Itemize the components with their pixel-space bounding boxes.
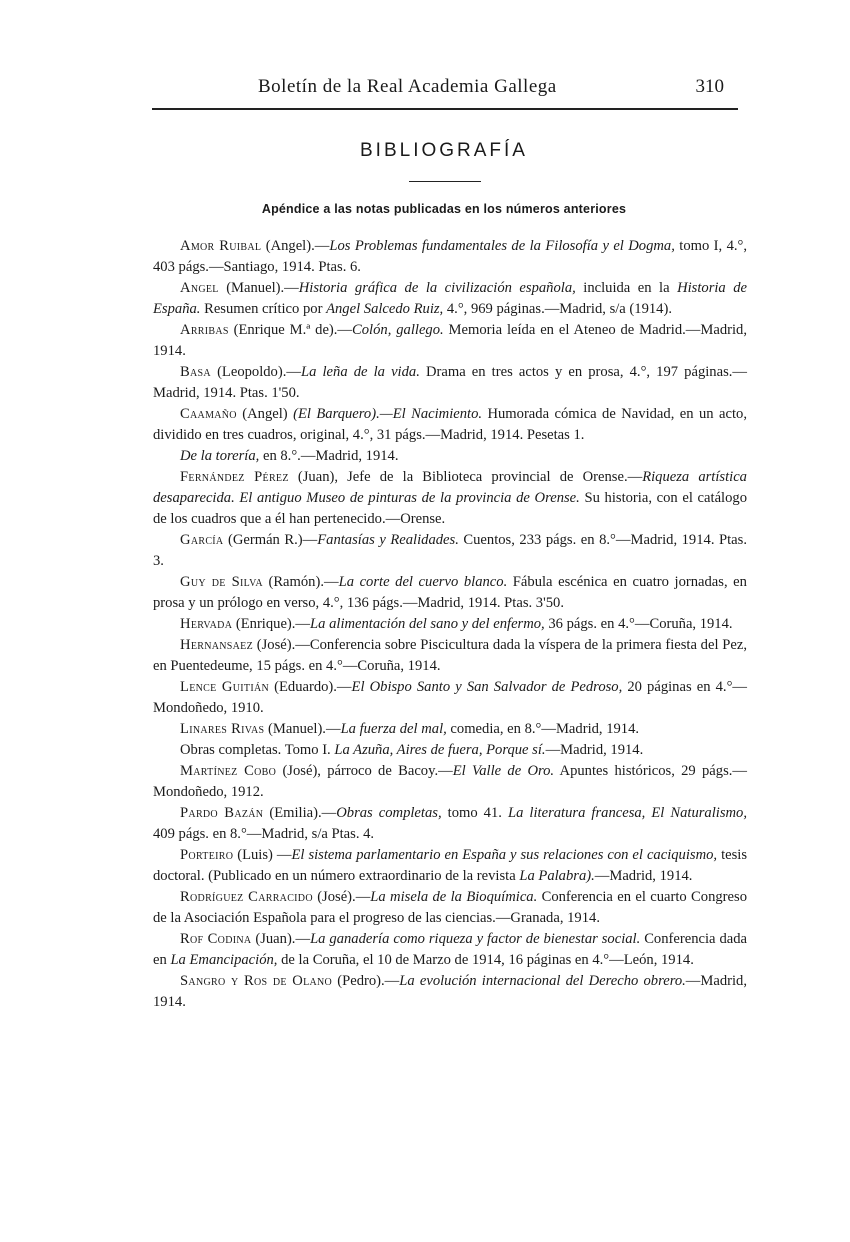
entry-text: (José).—Conferencia sobre Piscicultura dada la víspera de la primera fiesta del Pez, en Puentedeume, 15 págs. en 4.°—Coruña, 1914. bbox=[153, 637, 747, 674]
bibliography-entry bbox=[153, 635, 747, 677]
entry-title: La Azuña, Aires de fuera, Porque sí. bbox=[334, 742, 546, 758]
entry-title: Fantasías y Realidades. bbox=[317, 532, 459, 548]
entry-details: 20 páginas en 4.°—Mondoñedo, 1910. bbox=[153, 679, 748, 716]
entry-author: Rodríguez Carracido bbox=[180, 889, 313, 905]
entry-title: El Valle de Oro. bbox=[452, 763, 555, 779]
bibliography-entry bbox=[153, 845, 747, 887]
entry-title: Colón, gallego. bbox=[352, 322, 444, 338]
bibliography-entry bbox=[153, 740, 747, 761]
entry-title: (El Barquero).—El Nacimiento. bbox=[293, 406, 483, 422]
entry-title: Historia de España. bbox=[153, 280, 747, 317]
entry-author: Martínez Cobo bbox=[180, 763, 277, 779]
entry-title: La misela de la Bioquímica. bbox=[370, 889, 538, 905]
bibliography-entry bbox=[153, 404, 747, 446]
entry-title: La leña de la vida. bbox=[300, 364, 420, 380]
entry-author: Hervada bbox=[180, 616, 233, 632]
entry-title: La corte del cuervo blanco. bbox=[338, 574, 508, 590]
entry-details: Apuntes históricos, 29 págs.—Mondoñedo, 1912. bbox=[153, 763, 747, 800]
bibliography-entry bbox=[153, 614, 747, 635]
entry-title: La fuerza del mal, bbox=[340, 721, 447, 737]
entry-title: La ganadería como riqueza y factor de bienestar social. bbox=[310, 931, 641, 947]
entry-details: Resumen crítico por bbox=[200, 301, 327, 317]
bibliography-entry bbox=[153, 236, 747, 278]
entry-details: Humorada cómica de Navidad, en un acto, dividido en tres cuadros, original, 4.°, 31 págs.—Madrid, 1914. Pesetas 1. bbox=[153, 406, 747, 443]
entry-details: Drama en tres actos y en prosa, 4.°, 197 páginas.—Madrid, 1914. Ptas. 1'50. bbox=[153, 364, 747, 401]
entry-title: De la torería, bbox=[180, 448, 260, 464]
bibliography-entry bbox=[153, 530, 747, 572]
bibliography-entry bbox=[153, 887, 747, 929]
entry-title: El sistema parlamentario en España y sus relaciones con el caciquismo, bbox=[291, 847, 718, 863]
entry-text: (Manuel).— bbox=[218, 280, 299, 296]
entry-text: (José).— bbox=[312, 889, 371, 905]
entry-details: Su historia, con el catálogo de los cuadros que a él han pertenecido.—Orense. bbox=[153, 490, 747, 527]
section-title: BIBLIOGRAFÍA bbox=[360, 140, 528, 161]
entry-text: (Angel).— bbox=[261, 238, 330, 254]
entry-text: (Juan).— bbox=[251, 931, 311, 947]
entry-title: Angel Salcedo Ruiz, bbox=[326, 301, 444, 317]
entry-text: (Juan), Jefe de la Biblioteca provincial de Orense.— bbox=[288, 469, 643, 485]
entry-details: Memoria leída en el Ateneo de Madrid.—Madrid, 1914. bbox=[153, 322, 747, 359]
bibliography-entry bbox=[153, 320, 747, 362]
entry-text: (Angel) bbox=[236, 406, 294, 422]
entry-details: —Madrid, 1914. bbox=[545, 742, 644, 758]
entry-text: (Ramón).— bbox=[262, 574, 339, 590]
bibliography-entry bbox=[153, 677, 747, 719]
entry-details: incluida en la bbox=[575, 280, 678, 296]
entry-author: Basa bbox=[180, 364, 211, 380]
entry-title: La evolución internacional del Derecho obrero. bbox=[399, 973, 686, 989]
entry-author: Amor Ruibal bbox=[180, 238, 262, 254]
entry-title: Riqueza artística desaparecida. El antiguo Museo de pinturas de la provincia de Orense. bbox=[153, 469, 747, 506]
entry-author: Caamaño bbox=[180, 406, 237, 422]
entry-details: —Madrid, 1914. bbox=[594, 868, 693, 884]
entry-text: (Enrique M.ª de).— bbox=[228, 322, 353, 338]
entry-text: (José), párroco de Bacoy.— bbox=[276, 763, 453, 779]
entry-title: La alimentación del sano y del enfermo, bbox=[310, 616, 545, 632]
entry-author: Hernansaez bbox=[180, 637, 253, 653]
entry-details: 4.°, 969 páginas.—Madrid, s/a (1914). bbox=[443, 301, 672, 317]
entry-text: Obras completas. Tomo I. bbox=[180, 742, 335, 758]
entry-text: (Enrique).— bbox=[232, 616, 311, 632]
bibliography-entry bbox=[153, 803, 747, 845]
entry-author: Linares Rivas bbox=[180, 721, 265, 737]
entry-title: Los Problemas fundamentales de la Filosofía y el Dogma, bbox=[329, 238, 675, 254]
entry-author: Arribas bbox=[180, 322, 229, 338]
entry-author: Sangro y Ros de Olano bbox=[180, 973, 333, 989]
entry-text: (Pedro).— bbox=[332, 973, 400, 989]
entry-author: Angel bbox=[180, 280, 219, 296]
entry-author: Porteiro bbox=[180, 847, 234, 863]
entry-details: tomo 41. bbox=[441, 805, 508, 821]
entry-details: tesis doctoral. (Publicado en un número extraordinario de la revista bbox=[153, 847, 748, 884]
section-subtitle: Apéndice a las notas publicadas en los números anteriores bbox=[261, 202, 627, 216]
bibliography-entry bbox=[153, 446, 747, 467]
bibliography-entry bbox=[153, 467, 747, 530]
entry-text: (Leopoldo).— bbox=[210, 364, 301, 380]
bibliography-entry bbox=[153, 929, 747, 971]
entry-text: (Emilia).— bbox=[263, 805, 337, 821]
entry-details: 36 págs. en 4.°—Coruña, 1914. bbox=[544, 616, 733, 632]
entry-author: Fernández Pérez bbox=[180, 469, 289, 485]
entry-details: 409 págs. en 8.°—Madrid, s/a Ptas. 4. bbox=[153, 826, 375, 842]
entry-text: (Eduardo).— bbox=[269, 679, 352, 695]
title-divider bbox=[409, 181, 481, 182]
entry-details: Cuentos, 233 págs. en 8.°—Madrid, 1914. Ptas. 3. bbox=[153, 532, 747, 569]
page-number: 310 bbox=[695, 76, 724, 97]
entry-author: Pardo Bazán bbox=[180, 805, 264, 821]
entry-details: —Madrid, 1914. bbox=[153, 973, 747, 1010]
bibliography-entry bbox=[153, 278, 747, 320]
entry-author: Rof Codina bbox=[180, 931, 252, 947]
bibliography-entry bbox=[153, 572, 747, 614]
entry-title: La Emancipación, bbox=[170, 952, 278, 968]
entry-title: La literatura francesa, El Naturalismo, bbox=[507, 805, 747, 821]
running-header bbox=[152, 72, 738, 110]
bibliography-entry bbox=[153, 971, 747, 1013]
entry-details: Conferencia en el cuarto Congreso de la Asociación Española para el progreso de las ciencias.—Granada, 1914. bbox=[153, 889, 747, 926]
entry-details: tomo I, 4.°, 403 págs.—Santiago, 1914. Ptas. 6. bbox=[153, 238, 748, 275]
entry-details: de la Coruña, el 10 de Marzo de 1914, 16 páginas en 4.°—León, 1914. bbox=[277, 952, 694, 968]
entry-title: Historia gráfica de la civilización española, bbox=[298, 280, 576, 296]
entry-details: comedia, en 8.°—Madrid, 1914. bbox=[446, 721, 640, 737]
journal-title: Boletín de la Real Academia Gallega bbox=[258, 76, 557, 97]
entry-details: Conferencia dada en bbox=[153, 931, 747, 968]
bibliography-entry bbox=[153, 719, 747, 740]
bibliography-entry bbox=[153, 362, 747, 404]
entry-details: Fábula escénica en cuatro jornadas, en prosa y un prólogo en verso, 4.°, 136 págs.—Madrid, 1914. Ptas. 3'50. bbox=[153, 574, 747, 611]
entry-details: en 8.°.—Madrid, 1914. bbox=[259, 448, 399, 464]
entry-title: El Obispo Santo y San Salvador de Pedroso, bbox=[351, 679, 623, 695]
entry-title: La Palabra). bbox=[519, 868, 595, 884]
bibliography-list bbox=[153, 236, 747, 1013]
entry-text: (Germán R.)— bbox=[223, 532, 318, 548]
entry-title: Obras completas, bbox=[336, 805, 442, 821]
entry-author: Lence Guitián bbox=[180, 679, 270, 695]
bibliography-entry bbox=[153, 761, 747, 803]
entry-author: Guy de Silva bbox=[180, 574, 263, 590]
entry-text: (Manuel).— bbox=[264, 721, 341, 737]
entry-author: García bbox=[180, 532, 224, 548]
entry-text: (Luis) — bbox=[233, 847, 292, 863]
